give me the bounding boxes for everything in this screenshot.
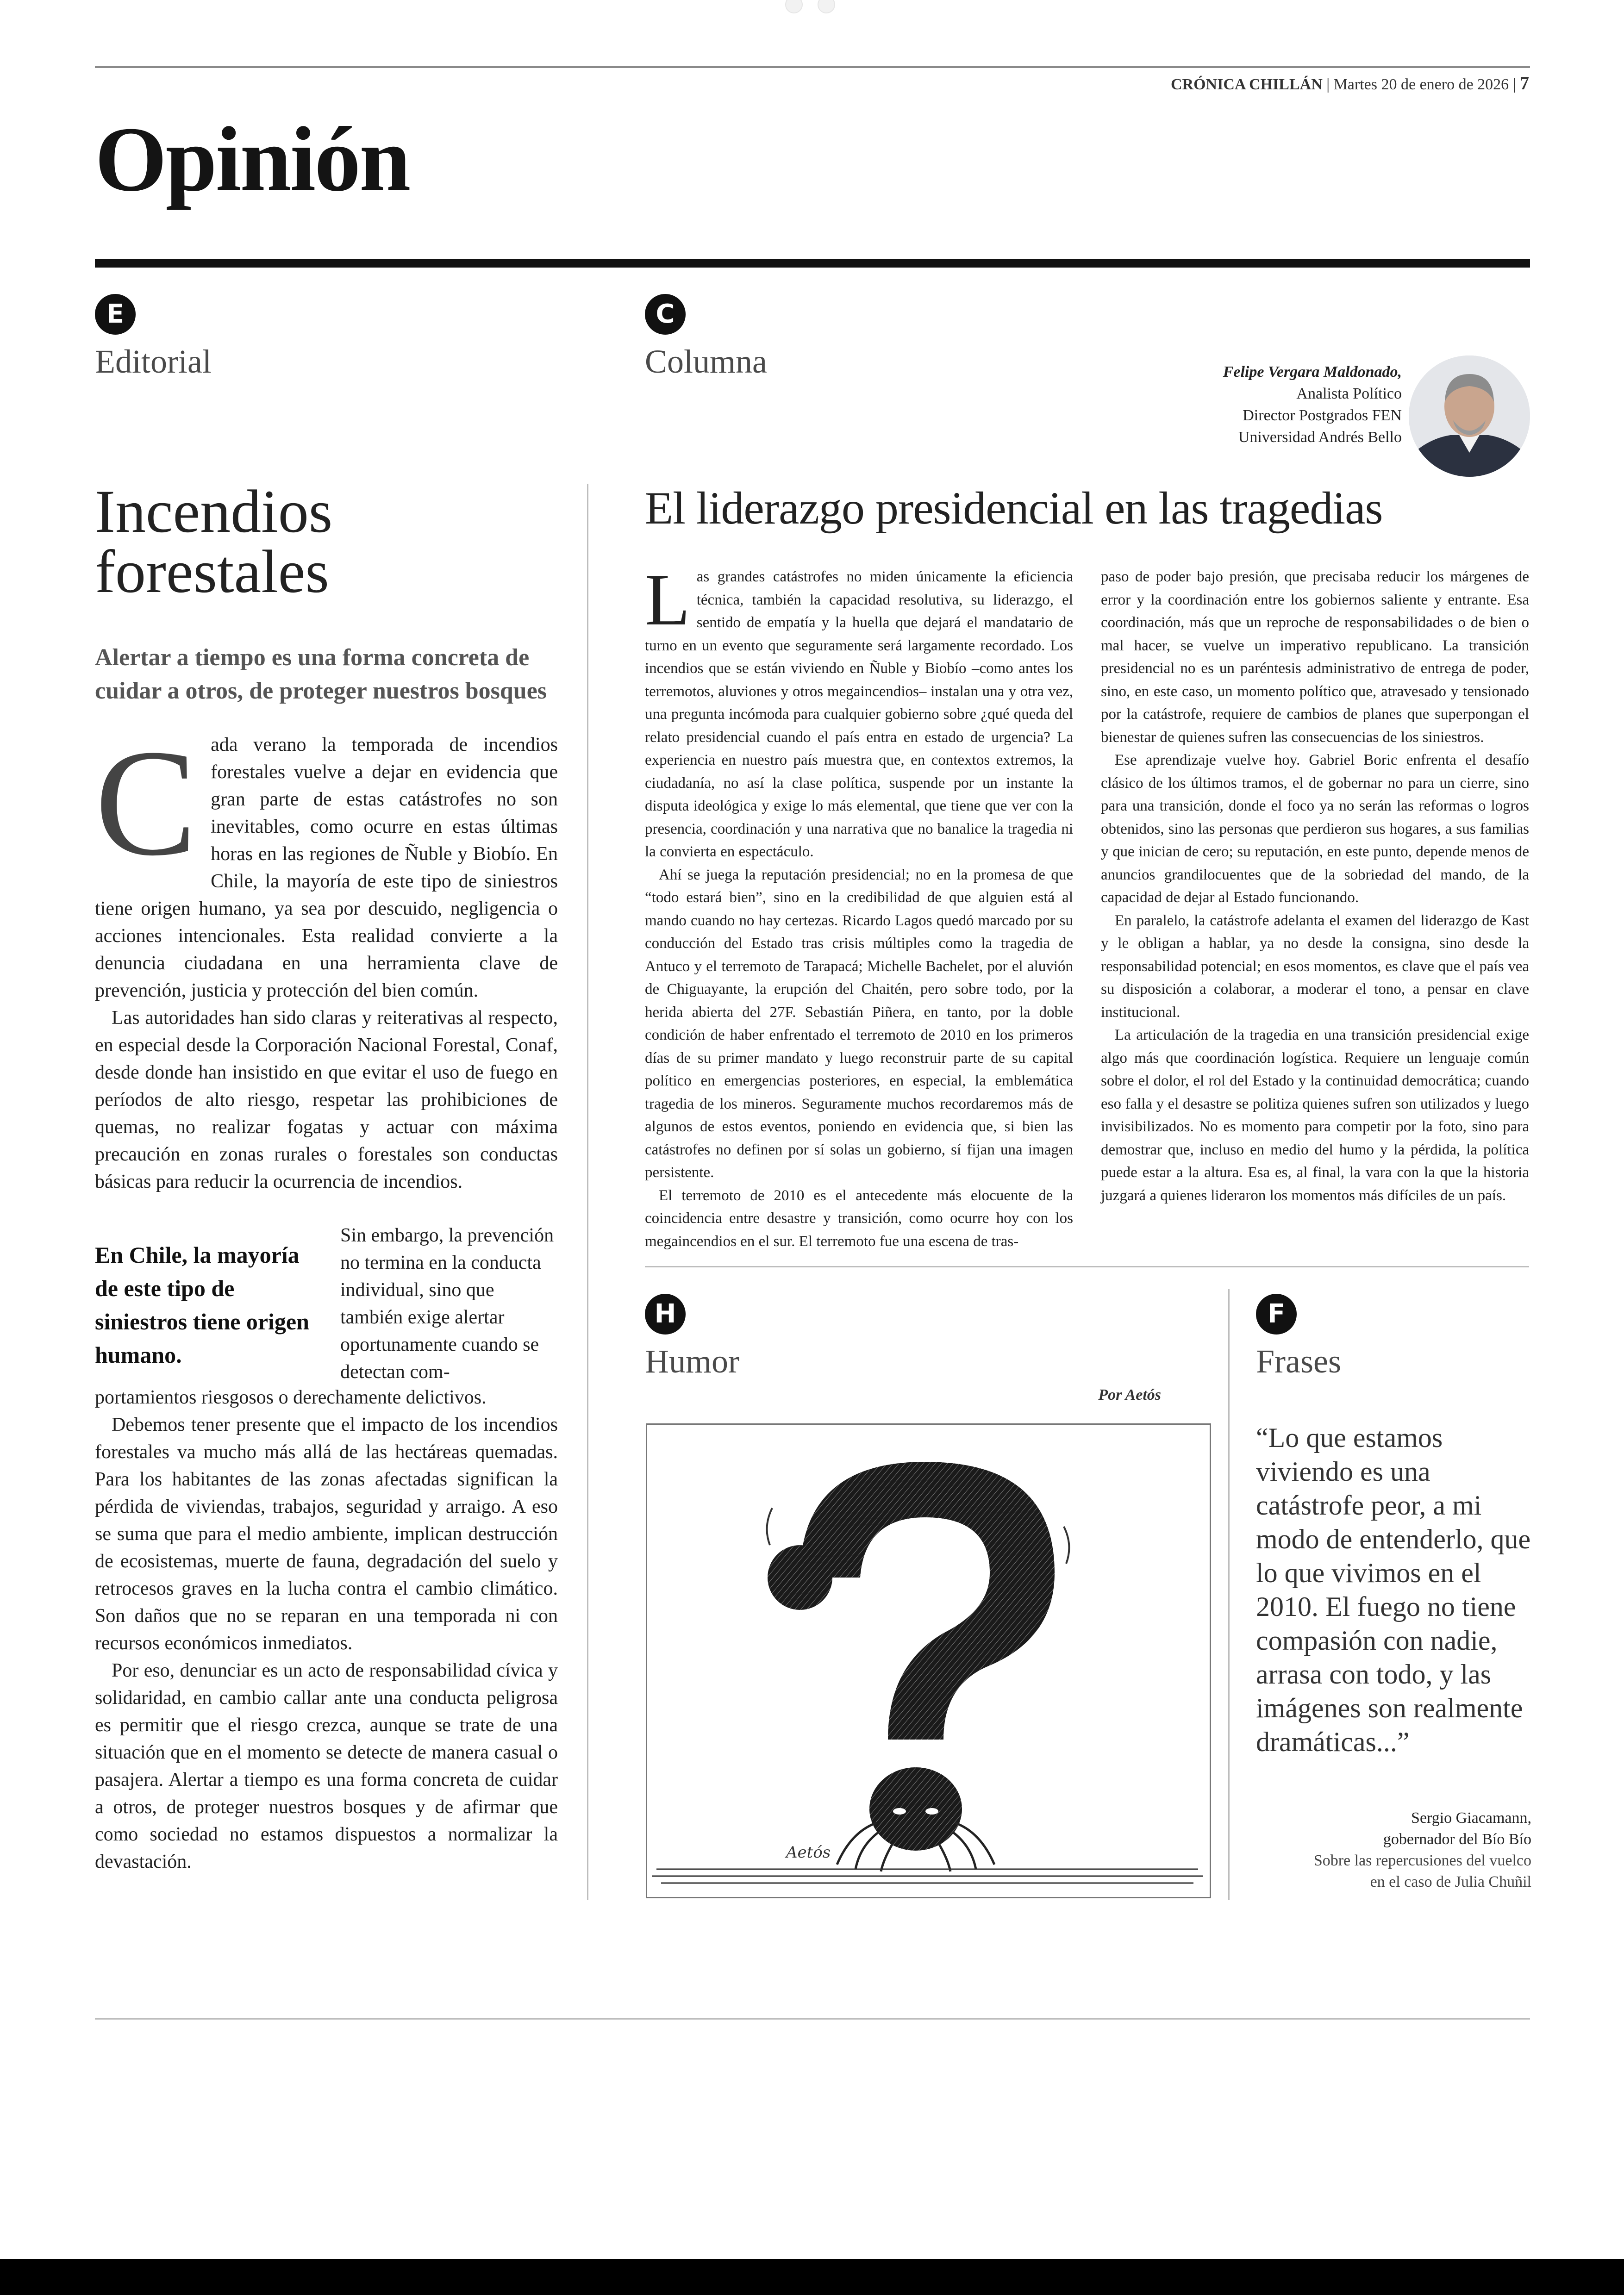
columna-paragraph: Ahí se juega la reputación presidencial; no en la promesa de que “todo estará bien”, sino en la credibilidad de que alguien está al mando cuando no hay certezas. Ricardo Lagos quedó marcado por su conducción del Estado tras crisis múltiples como la tragedia de Antuco y el terremoto de Tarapacá; Michelle Bachelet, por el aluvión de Chiguayante, la erupción del Chaitén, pero sobre todo, por la herida abierta del 27F. Sebastián Piñera, en tanto, por la doble condición de haber enfrentado el terremoto de 2010 en los primeros días de su primer mandato y luego reconstruir parte de su capital político en emergencias posteriores, en especial, la emblemática tragedia de los mineros. Seguramente muchos recordaremos más de algunos de estos eventos, poniendo en evidencia que, si bien las catástrofes no definen por sí solas un gobierno, sí fijan una imagen persistente.: [645, 866, 1073, 1181]
columna-paragraph: Ese aprendizaje vuelve hoy. Gabriel Boric enfrenta el desafío clásico de los últimos tramos, el de gobernar no para un cierre, sino para una transición, donde el foco ya no serán las reformas o logros obtenidos, sino las personas que perdieron sus hogares, a sus familias y que inician de cero; su reputación, en este punto, depende menos de anuncios grandilocuentes que de la sobriedad del mando, de la capacidad de dejar al Estado funcionando.: [1101, 752, 1529, 906]
frases-label: Frases: [1256, 1343, 1341, 1380]
svg-text:Aetós: Aetós: [786, 1843, 831, 1862]
quote-attribution: [1314, 1808, 1531, 1893]
section-divider: [645, 1266, 1529, 1267]
editorial-body: [95, 718, 558, 1196]
editorial-paragraph: Las autoridades han sido claras y reiterativas al respecto, en especial desde la Corporación Nacional Forestal, Conaf, desde donde han insistido en que evitar el uso de fuego en períodos de alto riesgo, respetar las prohibiciones de quemas, no realizar fogatas y actuar con máxima precaución en zonas rurales o forestales son conductas básicas para reducir la ocurrencia de incendios.: [95, 1007, 558, 1192]
editorial-paragraph: portamientos riesgosos o derechamente delictivos.: [95, 1387, 487, 1408]
columna-badge: C: [645, 294, 686, 335]
editorial-badge: E: [95, 294, 136, 335]
quote-context: en el caso de Julia Chuñil: [1370, 1873, 1531, 1890]
page-number: 7: [1520, 73, 1529, 94]
quote-context: Sobre las repercusiones del vuelco: [1313, 1852, 1531, 1869]
author-name: Felipe Vergara Maldonado,: [1223, 363, 1402, 380]
columna-paragraph: paso de poder bajo presión, que precisaba reducir los márgenes de error y la coordinación entre los gobiernos saliente y entrante. Esa coordinación, más que un reproche de responsabilidades o de bien o mal hacer, se vuelve un imperativo republicano. La transición presidencial no es un paréntesis administrativo de entrega de poder, sino, en este caso, un momento político que, atravesado y tensionado por la catástrofe, requiere de cambios de planes que superpongan el bienestar de quienes sufren las consecuencias de los siniestros.: [1101, 568, 1529, 746]
columna-body-col2: [1101, 566, 1529, 1207]
editorial-body-continued: [95, 1384, 558, 1876]
top-rule: [95, 66, 1530, 68]
drop-cap: L: [645, 558, 690, 641]
section-rule: [95, 259, 1530, 268]
columna-paragraph: La articulación de la tragedia en una transición presidencial exige algo más que coordinación logística. Requiere un lenguaje común sobre el dolor, el rol del Estado y la continuidad democrática; cuando eso falla y el desastre se politiza quienes sufren son utilizados y luego invisibilizados. No es momento para competir por la foto, sino para demostrar que, incluso en medio del humo y la pérdida, la política puede estar a la altura. Esa es, al final, la vara con la que la historia juzgará a quienes lideraron los momentos más difíciles de un país.: [1101, 1027, 1529, 1204]
columna-headline: El liderazgo presidencial en las tragedias: [645, 482, 1383, 534]
author-portrait-icon: [1409, 355, 1530, 477]
masthead: CRÓNICA CHILLÁN | Martes 20 de enero de 2026 | 7: [1171, 73, 1529, 94]
columna-paragraph: as grandes catástrofes no miden únicamente la eficiencia técnica, también la capacidad resolutiva, su liderazgo, el sentido de empatía y la huella que dejará el mandatario de turno en un evento que seguramente será largamente recordado. Los incendios que se están viviendo en Ñuble y Biobío –como antes los terremotos, aluviones y otros megaincendios– instalan una y otra vez, una pregunta incómoda para cualquier gobierno sobre ¿qué queda del relato presidencial cuando el país entra en estado de urgencia? La experiencia en nuestro país muestra que, en contextos extremos, la ciudadanía, no así la clase política, suspende por un instante la disputa ideológica y exige lo más elemental, que tiene que ver con la presencia, coordinación y una narrativa que no banalice la tragedia ni la convierta en espectáculo.: [645, 568, 1073, 860]
question-mark-spider-icon: [647, 1425, 1210, 1897]
bottom-rule: [95, 2018, 1530, 2020]
editorial-headline-line: Incendios: [95, 477, 333, 545]
frases-quote: “Lo que estamos viviendo es una catástrofe peor, a mi modo de entenderlo, que lo que vivimos en el 2010. El fuego no tiene compasión con nadie, arrasa con todo, y las imágenes son realmente dramáticas...”: [1256, 1422, 1531, 1757]
masthead-paper: CRÓNICA CHILLÁN: [1171, 76, 1323, 93]
drop-cap: C: [95, 718, 197, 887]
editorial-paragraph: Por eso, denunciar es un acto de responsabilidad cívica y solidaridad, en cambio callar ante una conducta peligrosa es permitir que el riesgo crezca, aunque se trate de una situación que en el momento se detecte de manera casual o pasajera. Alertar a tiempo es una forma concreta de cuidar a otros, de proteger nuestros bosques y de afirmar que como sociedad no estamos dispuestos a normalizar la devastación.: [95, 1660, 558, 1872]
author-block: [1223, 361, 1402, 448]
column-divider: [1228, 1289, 1230, 1900]
editorial-label: Editorial: [95, 343, 212, 380]
author-role: Universidad Andrés Bello: [1238, 429, 1402, 446]
frases-badge: F: [1256, 1294, 1297, 1335]
quote-author: Sergio Giacamann,: [1411, 1809, 1531, 1827]
editorial-paragraph: Debemos tener presente que el impacto de los incendios forestales va mucho más allá de las hectáreas quemadas. Para los habitantes de las zonas afectadas significan la pérdida de viviendas, trabajos, seguridad y arraigo. A eso se suma que para el medio ambiente, implican destrucción de ecosistemas, muerte de fauna, degradación del suelo y retrocesos graves en la lucha contra el cambio climático. Son daños que no se reparan en una temporada ni con recursos económicos inmediatos.: [95, 1414, 558, 1654]
editorial-headline: [95, 477, 558, 605]
masthead-date: Martes 20 de enero de 2026: [1333, 76, 1509, 93]
editorial-headline-line: forestales: [95, 537, 329, 605]
author-avatar: [1409, 355, 1530, 477]
author-role: Analista Político: [1296, 385, 1402, 402]
section-title: Opinión: [95, 108, 410, 211]
columna-paragraph: El terremoto de 2010 es el antecedente más elocuente de la coincidencia entre desastre y transición, como ocurre hoy con los megaincendios en el sur. El terremoto fue una escena de tras-: [645, 1187, 1073, 1250]
editorial-text: forestales vuelve a dejar en evidencia que gran parte de estas catástrofes no son inevitables, como ocurre en estas últimas horas en las regiones de Ñuble y Biobío. En Chile, la mayoría de este tipo de siniestros tiene origen humano, ya sea por descuido, negligencia o acciones intencionales. Esta realidad convierte a la denuncia ciudadana en una herramienta clave de prevención, justicia y protección del bien común.: [95, 761, 558, 1001]
columna-label: Columna: [645, 343, 767, 380]
editorial-deck: Alertar a tiempo es una forma concreta de cuidar a otros, de proteger nuestros bosques: [95, 644, 547, 704]
author-role: Director Postgrados FEN: [1243, 407, 1402, 424]
column-divider: [587, 484, 588, 1900]
columna-body-col1: [645, 558, 1073, 1253]
page-nav-dots: [782, 0, 847, 16]
humor-cartoon: [646, 1423, 1211, 1898]
columna-paragraph: En paralelo, la catástrofe adelanta el examen del liderazgo de Kast y le obligan a hablar, ya no desde la consigna, sino desde la responsabilidad potencial; en esos momentos, es clave que el país vea su disposición a colaborar, a moderar el tono, a pensar en clave institucional.: [1101, 912, 1529, 1021]
cartoon-credit: Por Aetós: [1098, 1386, 1161, 1403]
pull-quote: En Chile, la mayoría de este tipo de siniestros tiene origen humano.: [95, 1242, 309, 1368]
quote-author-role: gobernador del Bío Bío: [1383, 1831, 1531, 1848]
editorial-paragraph: Sin embargo, la prevención no termina en la conducta individual, sino que también exige alertar oportunamente cuando se detectan com-: [340, 1225, 554, 1383]
nav-dots-icon: [782, 0, 847, 14]
humor-label: Humor: [645, 1343, 739, 1380]
humor-badge: H: [645, 1294, 686, 1335]
editorial-text: ada verano la temporada de incendios: [211, 734, 558, 755]
viewer-bottom-bar: [0, 2259, 1624, 2295]
